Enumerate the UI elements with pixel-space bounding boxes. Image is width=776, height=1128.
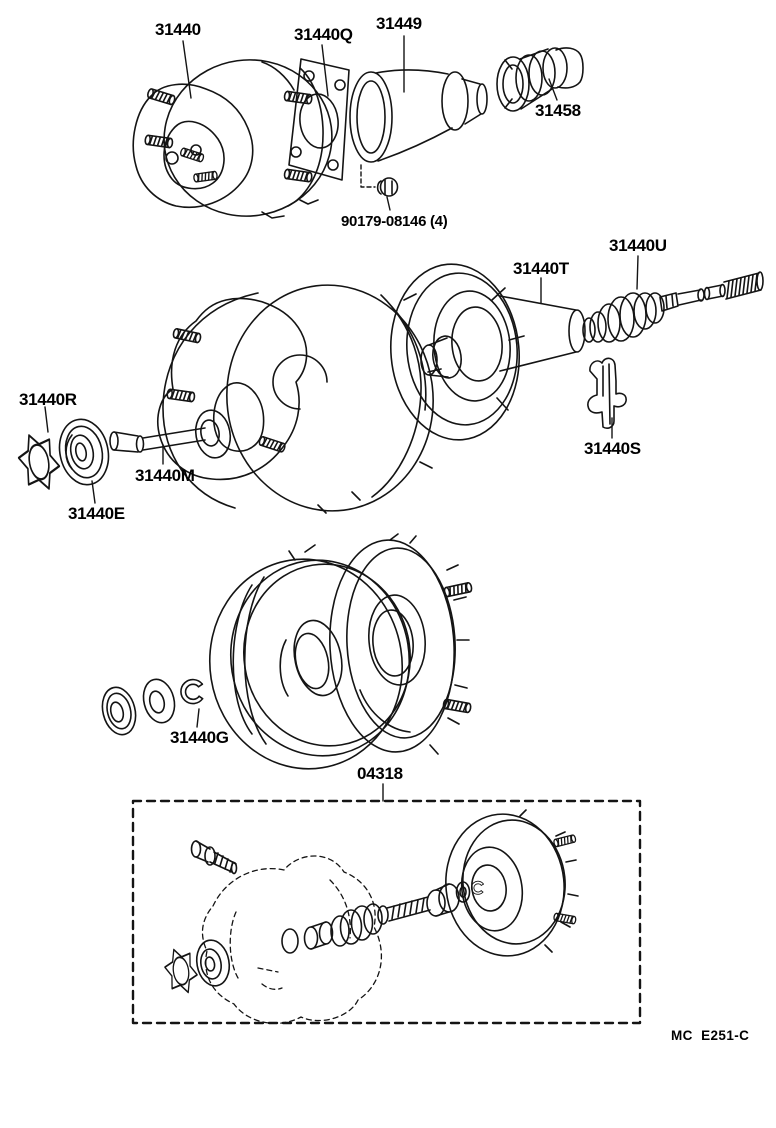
nut-90179 [378,178,398,196]
kit-bolt [192,841,237,874]
part-label-31440E: 31440E [68,504,125,523]
part-label-31440R: 31440R [19,390,77,409]
diaphragm-disc [384,259,527,445]
front-shell-drum [195,545,423,783]
snap-ring-31440G [178,677,207,706]
lock-washer-31440R [15,431,63,493]
bearing-ring [98,684,141,738]
kit-rear-shell [439,808,578,962]
part-label-90179-08146: 90179-08146 (4) [341,213,448,230]
part-label-04318: 04318 [357,764,403,783]
part-label-31440G: 31440G [170,728,229,747]
part-label-31458: 31458 [535,101,581,120]
valve-rod-31440U [583,272,763,342]
part-label-31440: 31440 [155,20,201,39]
part-label-31440U: 31440U [609,236,667,255]
clamp-31440S [588,358,626,428]
booster-assy-31440 [133,49,342,227]
part-label-31440T: 31440T [513,259,569,278]
part-label-31440S: 31440S [584,439,641,458]
cylinder-31440T [500,296,585,371]
kit-booster-ghost [202,856,381,1023]
kit-seal-parts [163,922,333,995]
flat-washer [139,676,179,726]
part-label-31449: 31449 [376,14,422,33]
cylinder-31449 [350,70,487,162]
page-code: MC E251-C [671,1028,750,1043]
part-label-31440Q: 31440Q [294,25,353,44]
seal-31440E [54,415,115,490]
part-label-31440M: 31440M [135,466,195,485]
